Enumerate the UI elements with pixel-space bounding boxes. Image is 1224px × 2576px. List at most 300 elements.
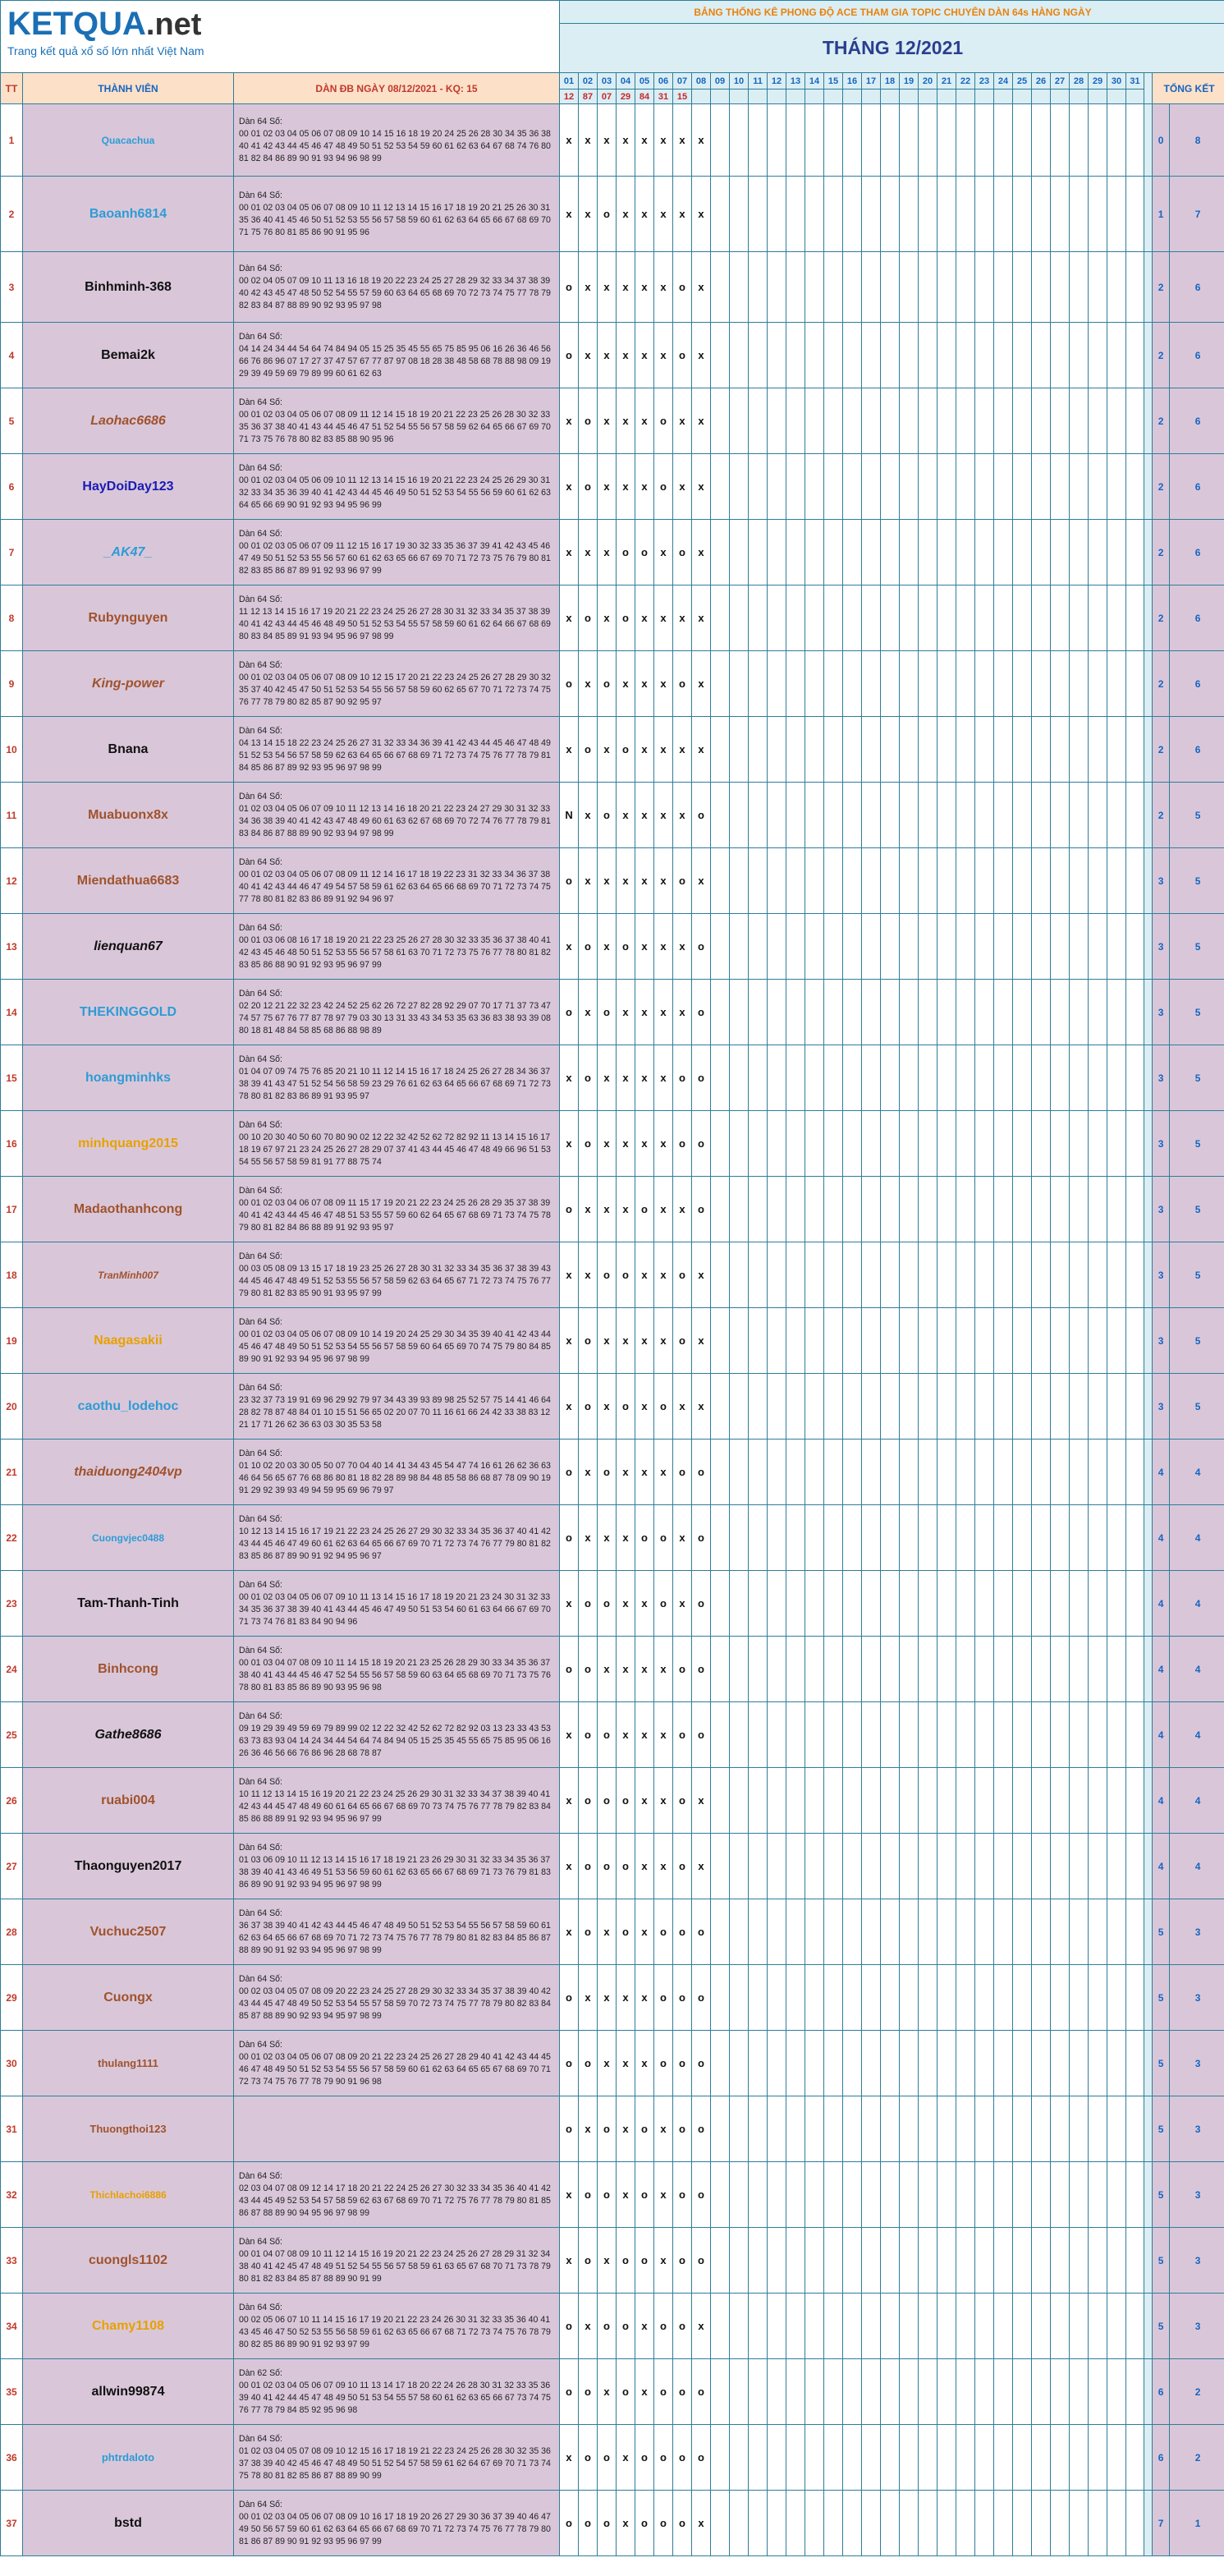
day-empty (1032, 252, 1051, 323)
member-name[interactable]: phtrdaloto (23, 2425, 234, 2491)
member-name[interactable]: caothu_lodehoc (23, 1374, 234, 1440)
day-empty (956, 1440, 975, 1505)
member-name[interactable]: Baoanh6814 (23, 177, 234, 252)
dan-numbers (234, 1308, 560, 1374)
day-empty (937, 1308, 956, 1374)
member-row (1, 717, 1224, 783)
result-empty (824, 90, 843, 104)
gap-cell (1144, 323, 1153, 388)
day-empty (1107, 252, 1126, 323)
hit-count: 4 (1153, 1637, 1170, 1702)
day-empty (937, 2228, 956, 2294)
day-empty (956, 1571, 975, 1637)
day-empty (900, 1965, 919, 2031)
day-empty (1013, 1440, 1032, 1505)
member-name[interactable]: King-power (23, 651, 234, 717)
day-mark: x (635, 2294, 654, 2359)
day-empty (768, 2294, 786, 2359)
day-mark: x (635, 252, 654, 323)
member-name[interactable]: Laohac6686 (23, 388, 234, 454)
day-mark: x (654, 914, 673, 980)
miss-count: 7 (1170, 177, 1224, 252)
day-empty (730, 1834, 749, 1899)
day-empty (919, 2359, 937, 2425)
day-mark: x (692, 585, 711, 651)
member-row (1, 2425, 1224, 2491)
member-name[interactable]: minhquang2015 (23, 1111, 234, 1177)
day-mark: x (560, 1899, 579, 1965)
day-empty (881, 323, 900, 388)
day-empty (711, 2031, 730, 2096)
day-empty (1089, 104, 1107, 177)
day-empty (1070, 1440, 1089, 1505)
day-empty (994, 585, 1013, 651)
day-header: 25 (1013, 73, 1032, 90)
member-name[interactable]: lienquan67 (23, 914, 234, 980)
dan-list: 00 03 05 08 09 13 15 17 18 19 23 25 26 27 28 30 31 32 33 34 35 36 37 38 39 43 44 45 46 47 48 49 51 52 53 55 56 57 58 59 62 63 64 65 67 71 72 73 74 75 76 77 79 80 81 82 83 85 90 91 93 95 97 99 (239, 1263, 551, 1298)
day-empty (749, 1571, 768, 1637)
member-name[interactable]: cuongls1102 (23, 2228, 234, 2294)
day-empty (805, 1768, 824, 1834)
day-mark: o (617, 585, 635, 651)
day-empty (956, 388, 975, 454)
day-empty (956, 1899, 975, 1965)
member-row (1, 2359, 1224, 2425)
day-header: 21 (937, 73, 956, 90)
day-mark: o (635, 2228, 654, 2294)
day-empty (1051, 388, 1070, 454)
day-empty (881, 1702, 900, 1768)
day-empty (786, 323, 805, 388)
day-empty (919, 388, 937, 454)
member-name[interactable]: _AK47_ (23, 520, 234, 585)
day-empty (749, 2228, 768, 2294)
day-empty (786, 2228, 805, 2294)
day-empty (843, 2425, 862, 2491)
day-empty (862, 2031, 881, 2096)
member-name[interactable]: Bnana (23, 717, 234, 783)
member-name[interactable]: ruabi004 (23, 1768, 234, 1834)
result-empty (975, 90, 994, 104)
day-empty (881, 2359, 900, 2425)
day-empty (900, 980, 919, 1045)
day-mark: o (560, 2359, 579, 2425)
day-mark: o (598, 980, 617, 1045)
day-empty (881, 1308, 900, 1374)
day-empty (749, 1702, 768, 1768)
day-empty (749, 520, 768, 585)
day-header: 30 (1107, 73, 1126, 90)
day-empty (937, 1637, 956, 1702)
day-empty (1051, 1440, 1070, 1505)
day-mark: x (635, 848, 654, 914)
day-empty (975, 1440, 994, 1505)
day-mark: x (654, 1242, 673, 1308)
day-mark: o (598, 783, 617, 848)
day-empty (1126, 1637, 1144, 1702)
dan-list: 00 01 03 04 07 08 09 10 11 14 15 18 19 20 21 23 25 26 28 29 30 33 34 35 36 37 38 40 41 43 44 45 46 47 52 54 55 56 57 58 59 60 63 64 65 68 69 70 71 73 75 76 78 80 81 83 85 86 89 90 93 95 96 98 (239, 1657, 551, 1692)
day-empty (711, 1111, 730, 1177)
day-empty (768, 1177, 786, 1242)
day-empty (1032, 651, 1051, 717)
result-empty (1013, 90, 1032, 104)
day-empty (1089, 1440, 1107, 1505)
day-empty (1032, 1505, 1051, 1571)
dan-list: 00 10 20 30 40 50 60 70 80 90 02 12 22 32 42 52 62 72 82 92 11 13 14 15 16 17 18 19 67 97 21 23 24 25 26 27 28 29 07 37 41 43 44 45 46 47 48 49 66 96 51 53 54 55 56 57 58 59 81 91 77 88 75 74 (239, 1132, 551, 1167)
day-empty (900, 1440, 919, 1505)
dan-list: 36 37 38 39 40 41 42 43 44 45 46 47 48 49 50 51 52 53 54 55 56 57 58 59 60 61 62 63 64 65 66 67 68 69 70 71 72 73 74 75 76 77 78 79 80 81 82 83 84 85 86 87 88 89 90 91 92 93 94 95 96 97 98 99 (239, 1920, 551, 1955)
day-mark: o (692, 980, 711, 1045)
day-header: 12 (768, 73, 786, 90)
member-name[interactable]: HayDoiDay123 (23, 454, 234, 520)
member-name[interactable]: THEKINGGOLD (23, 980, 234, 1045)
day-empty (862, 2425, 881, 2491)
result-empty (900, 90, 919, 104)
day-empty (768, 1834, 786, 1899)
day-mark: o (654, 1505, 673, 1571)
day-empty (937, 177, 956, 252)
day-empty (1070, 388, 1089, 454)
day-empty (881, 585, 900, 651)
day-mark: x (598, 1965, 617, 2031)
member-name[interactable]: Rubynguyen (23, 585, 234, 651)
day-mark: x (654, 1440, 673, 1505)
day-empty (1070, 2162, 1089, 2228)
dan-numbers (234, 783, 560, 848)
gap-cell (1144, 914, 1153, 980)
day-empty (768, 783, 786, 848)
member-name[interactable]: Bemai2k (23, 323, 234, 388)
day-empty (805, 323, 824, 388)
day-empty (824, 2491, 843, 2556)
day-empty (730, 1637, 749, 1702)
day-mark: x (579, 651, 598, 717)
day-empty (919, 1111, 937, 1177)
day-empty (711, 388, 730, 454)
day-header: 11 (749, 73, 768, 90)
gap-cell (1144, 2031, 1153, 2096)
day-empty (1051, 1571, 1070, 1637)
day-empty (1126, 1899, 1144, 1965)
day-empty (1032, 783, 1051, 848)
day-empty (994, 2359, 1013, 2425)
day-empty (881, 2031, 900, 2096)
day-empty (900, 1242, 919, 1308)
miss-count: 4 (1170, 1702, 1224, 1768)
gap-cell (1144, 2162, 1153, 2228)
day-empty (1126, 1440, 1144, 1505)
dan-heading: Dàn 64 Số: (239, 791, 283, 801)
day-mark: x (560, 1308, 579, 1374)
gap-cell (1144, 2359, 1153, 2425)
day-empty (711, 2096, 730, 2162)
day-empty (730, 1111, 749, 1177)
day-empty (1013, 1571, 1032, 1637)
member-name[interactable]: Gathe8686 (23, 1702, 234, 1768)
day-empty (975, 914, 994, 980)
day-mark: x (654, 2228, 673, 2294)
day-mark: o (598, 651, 617, 717)
day-empty (919, 1571, 937, 1637)
day-empty (975, 2359, 994, 2425)
day-empty (843, 520, 862, 585)
day-empty (1013, 651, 1032, 717)
day-mark: x (579, 177, 598, 252)
day-empty (805, 454, 824, 520)
day-mark: x (560, 1111, 579, 1177)
day-empty (1070, 104, 1089, 177)
day-mark: o (654, 2491, 673, 2556)
dan-heading: Dàn 64 Số: (239, 2236, 283, 2247)
day-empty (824, 848, 843, 914)
day-empty (862, 1571, 881, 1637)
day-empty (1070, 651, 1089, 717)
day-mark: x (635, 454, 654, 520)
day-empty (994, 1505, 1013, 1571)
dan-numbers (234, 1177, 560, 1242)
day-mark: x (692, 848, 711, 914)
day-empty (994, 1637, 1013, 1702)
day-empty (749, 717, 768, 783)
dan-numbers (234, 2294, 560, 2359)
day-empty (881, 1177, 900, 1242)
day-empty (1051, 323, 1070, 388)
member-name[interactable]: Madaothanhcong (23, 1177, 234, 1242)
day-empty (1089, 1177, 1107, 1242)
day-empty (1070, 2491, 1089, 2556)
member-name[interactable]: Binhminh-368 (23, 252, 234, 323)
member-name[interactable]: Miendathua6683 (23, 848, 234, 914)
day-empty (749, 980, 768, 1045)
dan-heading: Dàn 64 Số: (239, 1119, 283, 1130)
day-mark: x (598, 1374, 617, 1440)
member-name[interactable]: thulang1111 (23, 2031, 234, 2096)
member-name[interactable]: thaiduong2404vp (23, 1440, 234, 1505)
day-empty (937, 980, 956, 1045)
dan-numbers (234, 2491, 560, 2556)
day-empty (1013, 104, 1032, 177)
day-empty (900, 2096, 919, 2162)
miss-count: 3 (1170, 1965, 1224, 2031)
day-empty (862, 980, 881, 1045)
day-empty (1051, 520, 1070, 585)
day-mark: x (654, 1768, 673, 1834)
day-header: 15 (824, 73, 843, 90)
day-empty (730, 980, 749, 1045)
result-empty (1107, 90, 1126, 104)
day-empty (881, 2162, 900, 2228)
member-name[interactable]: Cuongvjec0488 (23, 1505, 234, 1571)
day-mark: x (617, 323, 635, 388)
day-empty (862, 104, 881, 177)
dan-numbers (234, 914, 560, 980)
day-empty (786, 177, 805, 252)
day-mark: x (598, 2228, 617, 2294)
day-mark: o (579, 1308, 598, 1374)
day-empty (843, 914, 862, 980)
day-empty (749, 1899, 768, 1965)
day-empty (919, 1637, 937, 1702)
day-empty (1089, 252, 1107, 323)
day-mark: x (617, 2031, 635, 2096)
member-name[interactable]: Thichlachoi6886 (23, 2162, 234, 2228)
day-mark: o (654, 2425, 673, 2491)
dan-heading: Dàn 64 Số: (239, 2170, 283, 2181)
day-empty (824, 1505, 843, 1571)
member-name[interactable]: Tam-Thanh-Tinh (23, 1571, 234, 1637)
day-mark: o (673, 1440, 692, 1505)
day-mark: x (617, 177, 635, 252)
dan-heading: Dàn 64 Số: (239, 190, 283, 200)
member-name[interactable]: Naagasakii (23, 1308, 234, 1374)
result-empty (956, 90, 975, 104)
day-empty (824, 520, 843, 585)
dan-list: 11 12 13 14 15 16 17 19 20 21 22 23 24 25 26 27 28 30 31 32 33 34 35 37 38 39 40 41 42 43 44 45 46 48 49 50 51 52 53 54 55 57 58 59 60 61 62 64 66 67 68 69 80 83 84 85 89 91 93 94 95 96 97 98 99 (239, 606, 551, 641)
day-mark: o (635, 2491, 654, 2556)
day-empty (975, 252, 994, 323)
day-mark: x (617, 1045, 635, 1111)
day-empty (1089, 914, 1107, 980)
dan-list: 00 01 02 03 04 05 06 07 08 09 10 14 19 20 24 25 29 30 34 35 39 40 41 42 43 44 45 46 47 48 49 50 51 52 53 54 55 56 57 58 59 60 64 65 69 70 74 75 79 80 84 85 89 90 91 92 93 94 95 96 97 98 99 (239, 1329, 551, 1364)
member-name[interactable]: Muabuonx8x (23, 783, 234, 848)
gap-cell (1144, 717, 1153, 783)
day-empty (1013, 1702, 1032, 1768)
day-empty (975, 1242, 994, 1308)
day-mark: x (617, 1571, 635, 1637)
day-empty (900, 1899, 919, 1965)
result-number: 15 (673, 90, 692, 104)
day-empty (881, 1111, 900, 1177)
member-name[interactable]: Binhcong (23, 1637, 234, 1702)
day-empty (1107, 1702, 1126, 1768)
day-mark: o (673, 2228, 692, 2294)
day-empty (711, 1177, 730, 1242)
day-empty (975, 585, 994, 651)
dan-heading: Dàn 62 Số: (239, 2367, 283, 2378)
dan-heading: Dàn 64 Số: (239, 856, 283, 867)
day-mark: o (579, 717, 598, 783)
day-empty (1107, 2294, 1126, 2359)
member-row (1, 1440, 1224, 1505)
day-empty (862, 1440, 881, 1505)
day-empty (937, 454, 956, 520)
row-index: 14 (1, 980, 23, 1045)
logo[interactable] (1, 1, 560, 73)
dan-numbers (234, 1702, 560, 1768)
member-name[interactable]: Cuongx (23, 1965, 234, 2031)
day-empty (900, 323, 919, 388)
member-row (1, 1242, 1224, 1308)
day-empty (711, 1242, 730, 1308)
day-empty (730, 1374, 749, 1440)
day-empty (711, 1702, 730, 1768)
day-empty (1013, 1177, 1032, 1242)
day-empty (824, 1440, 843, 1505)
miss-count: 3 (1170, 1899, 1224, 1965)
day-empty (1126, 2162, 1144, 2228)
day-empty (1070, 454, 1089, 520)
day-empty (805, 2359, 824, 2425)
day-empty (824, 454, 843, 520)
day-empty (1051, 2031, 1070, 2096)
day-mark: x (560, 585, 579, 651)
day-mark: x (635, 1834, 654, 1899)
day-empty (1032, 2294, 1051, 2359)
day-mark: x (692, 2294, 711, 2359)
day-empty (1051, 2425, 1070, 2491)
day-empty (711, 252, 730, 323)
member-name[interactable]: bstd (23, 2491, 234, 2556)
row-index: 37 (1, 2491, 23, 2556)
day-empty (1013, 848, 1032, 914)
day-empty (805, 1505, 824, 1571)
day-mark: x (598, 323, 617, 388)
day-empty (1089, 1965, 1107, 2031)
day-empty (862, 388, 881, 454)
day-empty (843, 585, 862, 651)
day-empty (730, 520, 749, 585)
dan-numbers (234, 1637, 560, 1702)
day-empty (843, 1177, 862, 1242)
day-empty (768, 454, 786, 520)
day-mark: x (560, 520, 579, 585)
member-name[interactable]: TranMinh007 (23, 1242, 234, 1308)
dan-list: 04 14 24 34 44 54 64 74 84 94 05 15 25 35 45 55 65 75 85 95 06 16 26 36 46 56 66 76 86 96 07 17 27 37 47 57 67 77 87 97 08 18 28 38 48 58 68 78 88 98 09 19 29 39 49 59 69 79 89 99 60 61 62 63 (239, 343, 551, 379)
day-empty (881, 651, 900, 717)
day-empty (1070, 2096, 1089, 2162)
member-row (1, 1768, 1224, 1834)
day-empty (1089, 1702, 1107, 1768)
day-header: 19 (900, 73, 919, 90)
day-mark: o (598, 1834, 617, 1899)
day-empty (805, 2162, 824, 2228)
member-name[interactable]: Quacachua (23, 104, 234, 177)
day-empty (1070, 2228, 1089, 2294)
day-empty (862, 1045, 881, 1111)
day-mark: o (635, 1505, 654, 1571)
day-empty (937, 1965, 956, 2031)
day-empty (749, 1440, 768, 1505)
day-empty (975, 2294, 994, 2359)
day-empty (900, 1374, 919, 1440)
member-name[interactable]: Vuchuc2507 (23, 1899, 234, 1965)
day-empty (1013, 783, 1032, 848)
day-mark: x (635, 1768, 654, 1834)
day-empty (1032, 454, 1051, 520)
day-mark: x (692, 520, 711, 585)
day-header: 05 (635, 73, 654, 90)
day-empty (768, 2425, 786, 2491)
day-empty (862, 323, 881, 388)
day-empty (1013, 1899, 1032, 1965)
row-index: 20 (1, 1374, 23, 1440)
miss-count: 6 (1170, 323, 1224, 388)
member-name[interactable]: Thuongthoi123 (23, 2096, 234, 2162)
day-header: 14 (805, 73, 824, 90)
day-mark: x (635, 104, 654, 177)
day-empty (730, 2162, 749, 2228)
day-empty (956, 454, 975, 520)
hit-count: 4 (1153, 1768, 1170, 1834)
day-mark: x (598, 1045, 617, 1111)
member-name[interactable]: Thaonguyen2017 (23, 1834, 234, 1899)
member-name[interactable]: allwin99874 (23, 2359, 234, 2425)
member-name[interactable]: Chamy1108 (23, 2294, 234, 2359)
member-name[interactable]: hoangminhks (23, 1045, 234, 1111)
day-empty (824, 252, 843, 323)
day-empty (975, 2425, 994, 2491)
day-empty (900, 1045, 919, 1111)
